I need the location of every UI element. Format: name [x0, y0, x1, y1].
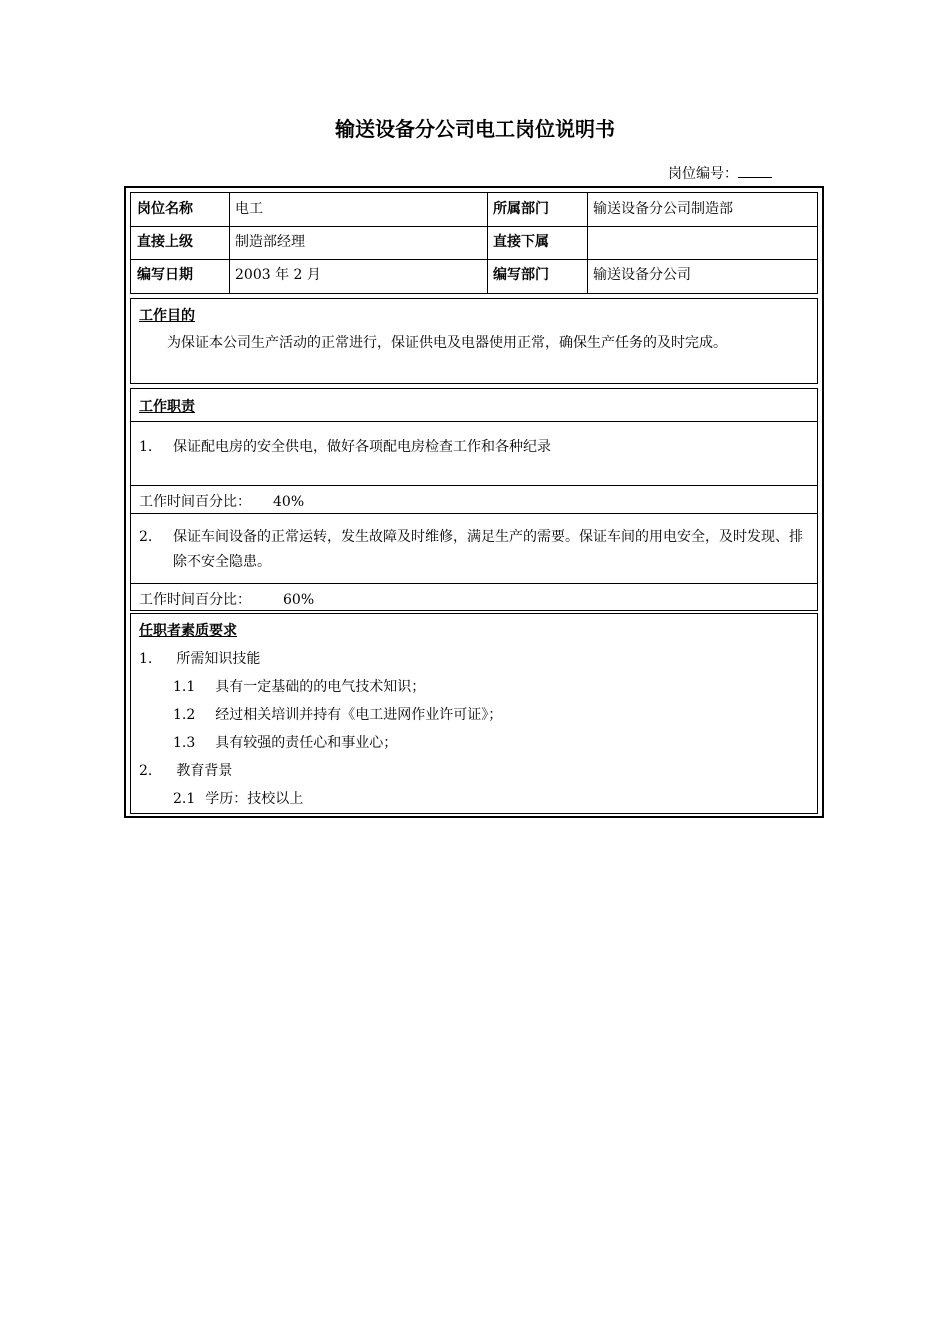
job-description-form — [124, 186, 824, 818]
time-value: 60% — [283, 592, 315, 608]
req-number: 2. — [139, 763, 153, 779]
job-number — [668, 163, 772, 183]
superior-label: 直接上级 — [137, 234, 193, 250]
duty-time-percent — [139, 589, 314, 609]
document-title: 输送设备分公司电工岗位说明书 — [335, 117, 615, 141]
superior-value: 制造部经理 — [235, 234, 305, 250]
duties-section — [130, 388, 818, 611]
purpose-text: 为保证本公司生产活动的正常进行，保证供电及电器使用正常，确保生产任务的及时完成。 — [167, 335, 727, 351]
req-text: 教育背景 — [176, 763, 233, 779]
grid-line — [131, 583, 817, 584]
req-number: 1.3 — [173, 735, 196, 751]
author-dept-value: 输送设备分公司 — [593, 267, 691, 283]
purpose-heading: 工作目的 — [139, 308, 195, 324]
author-dept-label: 编写部门 — [493, 267, 549, 283]
duty-item — [139, 525, 809, 575]
duty-number: 2. — [139, 529, 153, 545]
requirements-heading: 任职者素质要求 — [139, 623, 237, 639]
req-number: 1.1 — [173, 679, 196, 695]
requirement-line — [173, 676, 425, 696]
subordinate-label: 直接下属 — [493, 234, 549, 250]
position-name-value: 电工 — [235, 201, 263, 217]
req-number: 2.1 — [173, 791, 196, 807]
requirement-line — [173, 704, 502, 724]
date-label: 编写日期 — [137, 267, 193, 283]
duty-number: 1. — [139, 439, 153, 455]
requirement-line — [173, 788, 303, 808]
requirement-line — [173, 732, 397, 752]
job-number-label: 岗位编号： — [668, 166, 738, 182]
duties-heading: 工作职责 — [139, 399, 195, 415]
req-text: 经过相关培训并持有《电工进网作业许可证》； — [215, 707, 503, 723]
info-table — [130, 192, 818, 294]
duty-text: 保证车间设备的正常运转，发生故障及时维修，满足生产的需要。保证车间的用电安全，及时发现、排除不安全隐患。 — [173, 529, 803, 570]
duty-item — [139, 435, 809, 460]
department-value: 输送设备分公司制造部 — [593, 201, 733, 217]
position-name-label: 岗位名称 — [137, 201, 193, 217]
req-text: 具有较强的责任心和事业心； — [215, 735, 398, 751]
req-text: 学历：技校以上 — [205, 791, 304, 807]
grid-line — [131, 421, 817, 422]
req-number: 1. — [139, 651, 153, 667]
purpose-section — [130, 298, 818, 384]
grid-line — [131, 513, 817, 514]
requirement-line — [139, 648, 260, 668]
job-number-blank — [738, 163, 772, 178]
time-value: 40% — [273, 494, 305, 510]
duty-time-percent — [139, 491, 304, 511]
req-text: 所需知识技能 — [176, 651, 261, 667]
time-label: 工作时间百分比： — [139, 494, 251, 510]
date-value: 2003 年 2 月 — [235, 267, 321, 283]
time-label: 工作时间百分比： — [139, 592, 251, 608]
requirement-line — [139, 760, 232, 780]
req-number: 1.2 — [173, 707, 196, 723]
requirements-section — [130, 613, 818, 814]
grid-line — [131, 485, 817, 486]
req-text: 具有一定基础的的电气技术知识； — [215, 679, 426, 695]
duty-text: 保证配电房的安全供电，做好各项配电房检查工作和各种纪录 — [173, 439, 551, 455]
department-label: 所属部门 — [493, 201, 549, 217]
